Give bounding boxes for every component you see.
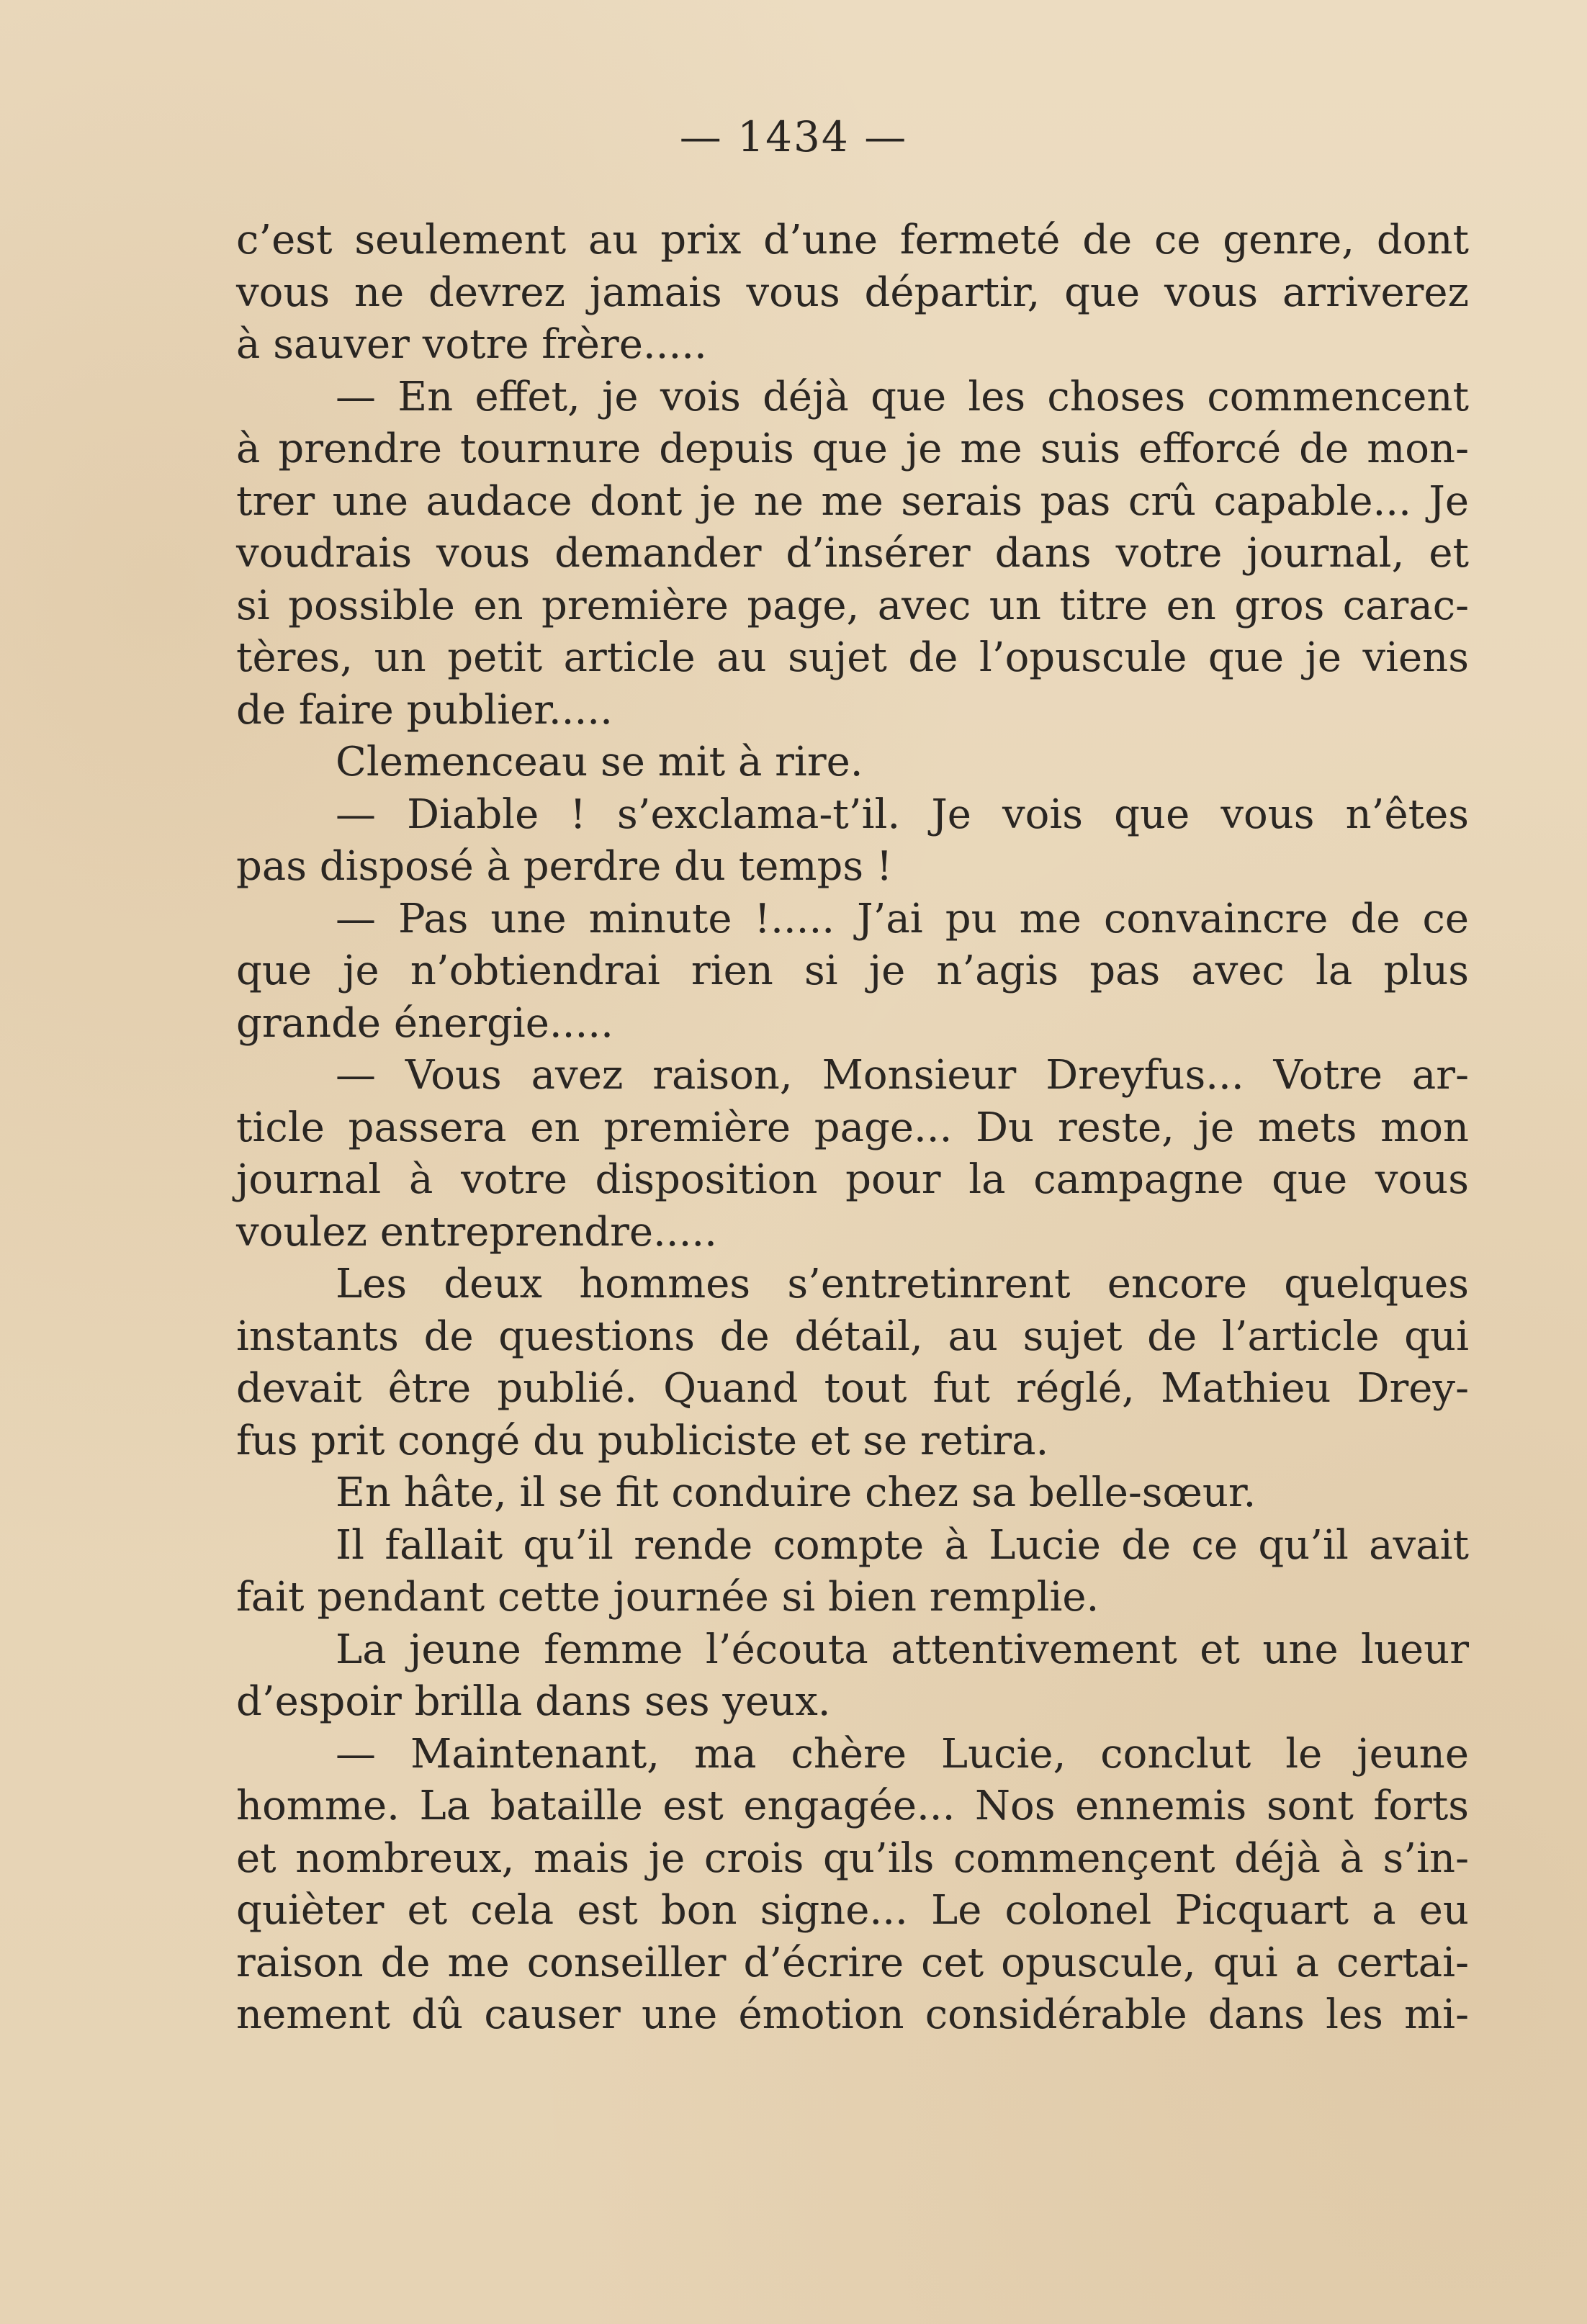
- text-line: instants de questions de détail, au sujet de l’article qui: [236, 1312, 1469, 1360]
- text-line: vous ne devrez jamais vous départir, que vous arriverez: [236, 269, 1469, 316]
- text-line: grande énergie.....: [236, 999, 613, 1047]
- text-line: — Pas une minute !..... J’ai pu me convaincre de ce: [336, 895, 1469, 942]
- text-line: pas disposé à perdre du temps !: [236, 843, 893, 890]
- text-line: quièter et cela est bon signe... Le colonel Picquart a eu: [236, 1887, 1469, 1934]
- text-line: — Vous avez raison, Monsieur Dreyfus... Votre ar-: [336, 1052, 1469, 1099]
- text-line: si possible en première page, avec un titre en gros carac-: [236, 582, 1469, 629]
- text-line: voudrais vous demander d’insérer dans votre journal, et: [236, 530, 1469, 577]
- text-line: c’est seulement au prix d’une fermeté de ce genre, dont: [236, 217, 1469, 264]
- text-line: En hâte, il se fit conduire chez sa belle-sœur.: [336, 1469, 1256, 1516]
- text-line: trer une audace dont je ne me serais pas crû capable... Je: [236, 477, 1469, 525]
- text-line: Les deux hommes s’entretinrent encore quelques: [336, 1261, 1469, 1307]
- text-line: voulez entreprendre.....: [236, 1208, 717, 1256]
- text-line: Il fallait qu’il rende compte à Lucie de ce qu’il avait: [336, 1521, 1469, 1569]
- text-line: que je n’obtiendrai rien si je n’agis pas avec la plus: [236, 947, 1469, 994]
- text-line: Clemenceau se mit à rire.: [336, 739, 863, 785]
- text-line: — En effet, je vois déjà que les choses commencent: [336, 373, 1469, 420]
- page-number: — 1434 —: [679, 112, 908, 161]
- text-line: à sauver votre frère.....: [236, 321, 707, 368]
- text-line: d’espoir brilla dans ses yeux.: [236, 1678, 831, 1725]
- text-line: fait pendant cette journée si bien remplie.: [236, 1574, 1100, 1621]
- text-line: de faire publier.....: [236, 686, 613, 734]
- text-line: nement dû causer une émotion considérable dans les mi-: [236, 1991, 1469, 2038]
- text-line: — Maintenant, ma chère Lucie, conclut le jeune: [336, 1730, 1469, 1778]
- text-line: devait être publié. Quand tout fut réglé, Mathieu Drey-: [236, 1365, 1469, 1412]
- text-line: à prendre tournure depuis que je me suis efforcé de mon-: [236, 425, 1469, 472]
- text-line: journal à votre disposition pour la campagne que vous: [236, 1156, 1469, 1203]
- text-line: La jeune femme l’écouta attentivement et une lueur: [336, 1626, 1469, 1673]
- text-line: raison de me conseiller d’écrire cet opuscule, qui a certai-: [236, 1939, 1469, 1986]
- text-line: fus prit congé du publiciste et se retira.: [236, 1417, 1049, 1464]
- text-line: tères, un petit article au sujet de l’opuscule que je viens: [236, 634, 1469, 681]
- text-line: — Diable ! s’exclama-t’il. Je vois que vous n’êtes: [336, 791, 1469, 838]
- body-text: [236, 215, 1469, 2042]
- text-line: homme. La bataille est engagée... Nos ennemis sont forts: [236, 1783, 1469, 1829]
- text-line: et nombreux, mais je crois qu’ils commençent déjà à s’in-: [236, 1834, 1469, 1882]
- text-line: ticle passera en première page... Du reste, je mets mon: [236, 1104, 1469, 1151]
